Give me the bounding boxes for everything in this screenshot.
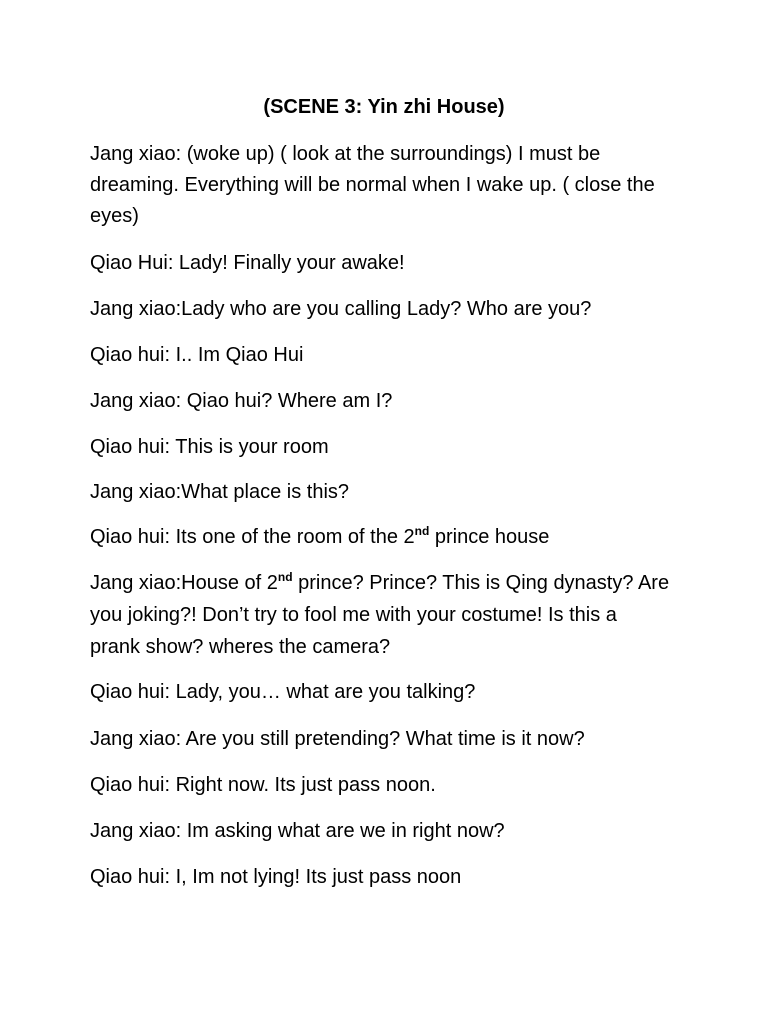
dialogue-line-4: Qiao hui: I.. Im Qiao Hui <box>90 344 304 366</box>
dialogue-line-9-text: Jang xiao:House of 2 <box>90 572 278 594</box>
dialogue-line-7: Jang xiao:What place is this? <box>90 481 350 503</box>
ordinal-suffix: nd <box>277 570 293 584</box>
dialogue-line-2: Qiao Hui: Lady! Finally your awake! <box>90 252 405 274</box>
dialogue-line-6: Qiao hui: This is your room <box>90 436 329 458</box>
dialogue-line-10: Qiao hui: Lady, you… what are you talking? <box>90 681 476 703</box>
dialogue-line-9-row-2: you joking?! Don’t try to fool me with your costume! Is this a <box>90 604 617 626</box>
scene-title: (SCENE 3: Yin zhi House) <box>263 96 505 118</box>
ordinal-suffix: nd <box>414 524 430 538</box>
dialogue-line-1-row-2: dreaming. Everything will be normal when I wake up. ( close the <box>90 174 655 196</box>
dialogue-line-11: Jang xiao: Are you still pretending? What time is it now? <box>90 728 585 750</box>
dialogue-line-14: Qiao hui: I, Im not lying! Its just pass noon <box>90 866 462 888</box>
dialogue-line-1-row-3: eyes) <box>90 205 139 227</box>
dialogue-line-5: Jang xiao: Qiao hui? Where am I? <box>90 390 393 412</box>
dialogue-line-1-row-1: Jang xiao: (woke up) ( look at the surroundings) I must be <box>90 143 601 165</box>
dialogue-line-12: Qiao hui: Right now. Its just pass noon. <box>90 774 436 796</box>
dialogue-line-9-row-1 <box>90 568 690 599</box>
dialogue-line-9-text-end: prince? Prince? This is Qing dynasty? Are <box>292 572 670 594</box>
dialogue-line-9-row-3: prank show? wheres the camera? <box>90 636 391 658</box>
dialogue-line-13: Jang xiao: Im asking what are we in right now? <box>90 820 505 842</box>
dialogue-line-8 <box>90 522 690 553</box>
dialogue-line-8-text-end: prince house <box>429 526 550 548</box>
dialogue-line-3: Jang xiao:Lady who are you calling Lady? Who are you? <box>90 298 592 320</box>
dialogue-line-8-text: Qiao hui: Its one of the room of the 2 <box>90 526 415 548</box>
